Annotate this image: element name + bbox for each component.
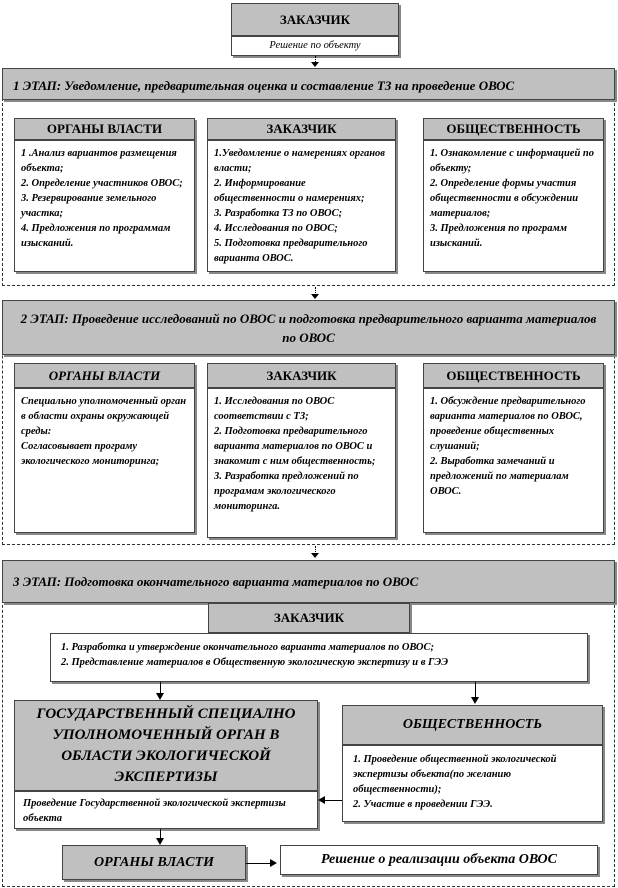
stage1-column-header: ОРГАНЫ ВЛАСТИ [14,118,195,140]
stage2-title: 2 ЭТАП: Проведение исследований по ОВОС и подготовка предварительного варианта материалов по ОВОС [2,300,615,355]
list-item: 1. Ознакомление с информацией по объекту; [430,148,595,174]
list-item: 1. Проведение общественной экологической экспертизы объекта(по желанию общественности); [353,754,557,795]
list-item: 3. Разработка ТЗ по ОВОС; [214,208,343,219]
arrow-down-icon [156,838,164,845]
list-item: 2. Участие в проведении ГЭЭ. [353,799,493,810]
arrow-line [475,682,476,698]
list-item: 2. Определение участников ОВОС; [21,178,183,189]
list-item: 1 .Анализ вариантов размещения объекта; [21,148,177,174]
stage3-title: 3 ЭТАП: Подготовка окончательного варианта материалов по ОВОС [2,560,615,603]
list-item: 1.Уведомление о намерениях органов власти; [214,148,385,174]
list-item: 2. Определение формы участия общественности в обсуждении материалов; [430,178,579,219]
stage2-column-header: ОРГАНЫ ВЛАСТИ [14,363,195,388]
list-item: 1. Исследования по ОВОС соответствии с ТЗ; [214,396,335,422]
arrow-down-icon [471,697,479,704]
arrow-down-icon [311,294,319,299]
stage1-column-header: ОБЩЕСТВЕННОСТЬ [423,118,604,140]
list-item: 3. Разработка предложений по програмам экологического мониторинга. [214,471,359,512]
stage3-customer-header: ЗАКАЗЧИК [208,603,410,633]
list-item: 1. Разработка и утверждение окончательного варианта материалов по ОВОС; [61,642,434,653]
list-item: 2. Информирование общественности о намерениях; [214,178,365,204]
list-item: 2. Выработка замечаний и предложений по материалам ОВОС. [430,456,569,497]
list-item: 2. Представление материалов в Общественную экологическую экспертизу и в ГЭЭ [61,657,449,668]
stage2-column-header: ЗАКАЗЧИК [207,363,396,388]
list-item: 5. Подготовка предварительного варианта ОВОС. [214,238,368,264]
list-item: 4. Предложения по программам изысканий. [21,223,171,249]
arrow-right-icon [270,859,277,867]
arrow-down-icon [156,693,164,700]
authorities-header: ОРГАНЫ ВЛАСТИ [62,845,246,880]
list-item: 3. Предложения по программ изысканий. [430,223,567,249]
stage1-column-body [207,140,396,272]
top-customer-decision: Решение по объекту [231,36,399,56]
arrow-down-icon [311,62,319,67]
stage2-column-body [14,388,195,533]
stage3-customer-body [50,633,588,682]
state-body-text: Проведение Государственной экологической экспертизы объекта [14,791,318,829]
public-header: ОБЩЕСТВЕННОСТЬ [342,705,603,745]
arrow-down-icon [311,553,319,558]
list-item: Согласовывает програму экологического мониторинга; [21,441,160,467]
list-item: 1. Обсуждение предварительного варианта материалов по ОВОС, проведение общественных слушаний; [430,396,586,452]
list-item: 3. Резервирование земельного участка; [21,193,157,219]
stage1-column-body [423,140,604,272]
stage1-column-body [14,140,195,272]
public-body [342,745,603,822]
stage2-column-body [423,388,604,533]
arrow-line [246,863,270,864]
arrow-line [325,800,342,801]
arrow-left-icon [318,796,325,804]
stage1-title: 1 ЭТАП: Уведомление, предварительная оценка и составление ТЗ на проведение ОВОС [2,68,615,100]
state-body-header: ГОСУДАРСТВЕННЫЙ СПЕЦИАЛНО УПОЛНОМОЧЕННЫЙ ОРГАН В ОБЛАСТИ ЭКОЛОГИЧЕСКОЙ ЭКСПЕРТИЗЫ [14,700,318,791]
stage1-column-header: ЗАКАЗЧИК [207,118,396,140]
list-item: 2. Подготовка предварительного варианта материалов по ОВОС и знакомит с ним общественность; [214,426,376,467]
list-item: Специально уполномоченный орган в области охраны окружающей среды: [21,396,187,437]
stage2-column-header: ОБЩЕСТВЕННОСТЬ [423,363,604,388]
decision-box: Решение о реализации объекта ОВОС [280,845,598,875]
stage2-column-body [207,388,396,538]
list-item: 4. Исследования по ОВОС; [214,223,338,234]
top-customer-header: ЗАКАЗЧИК [231,3,399,36]
